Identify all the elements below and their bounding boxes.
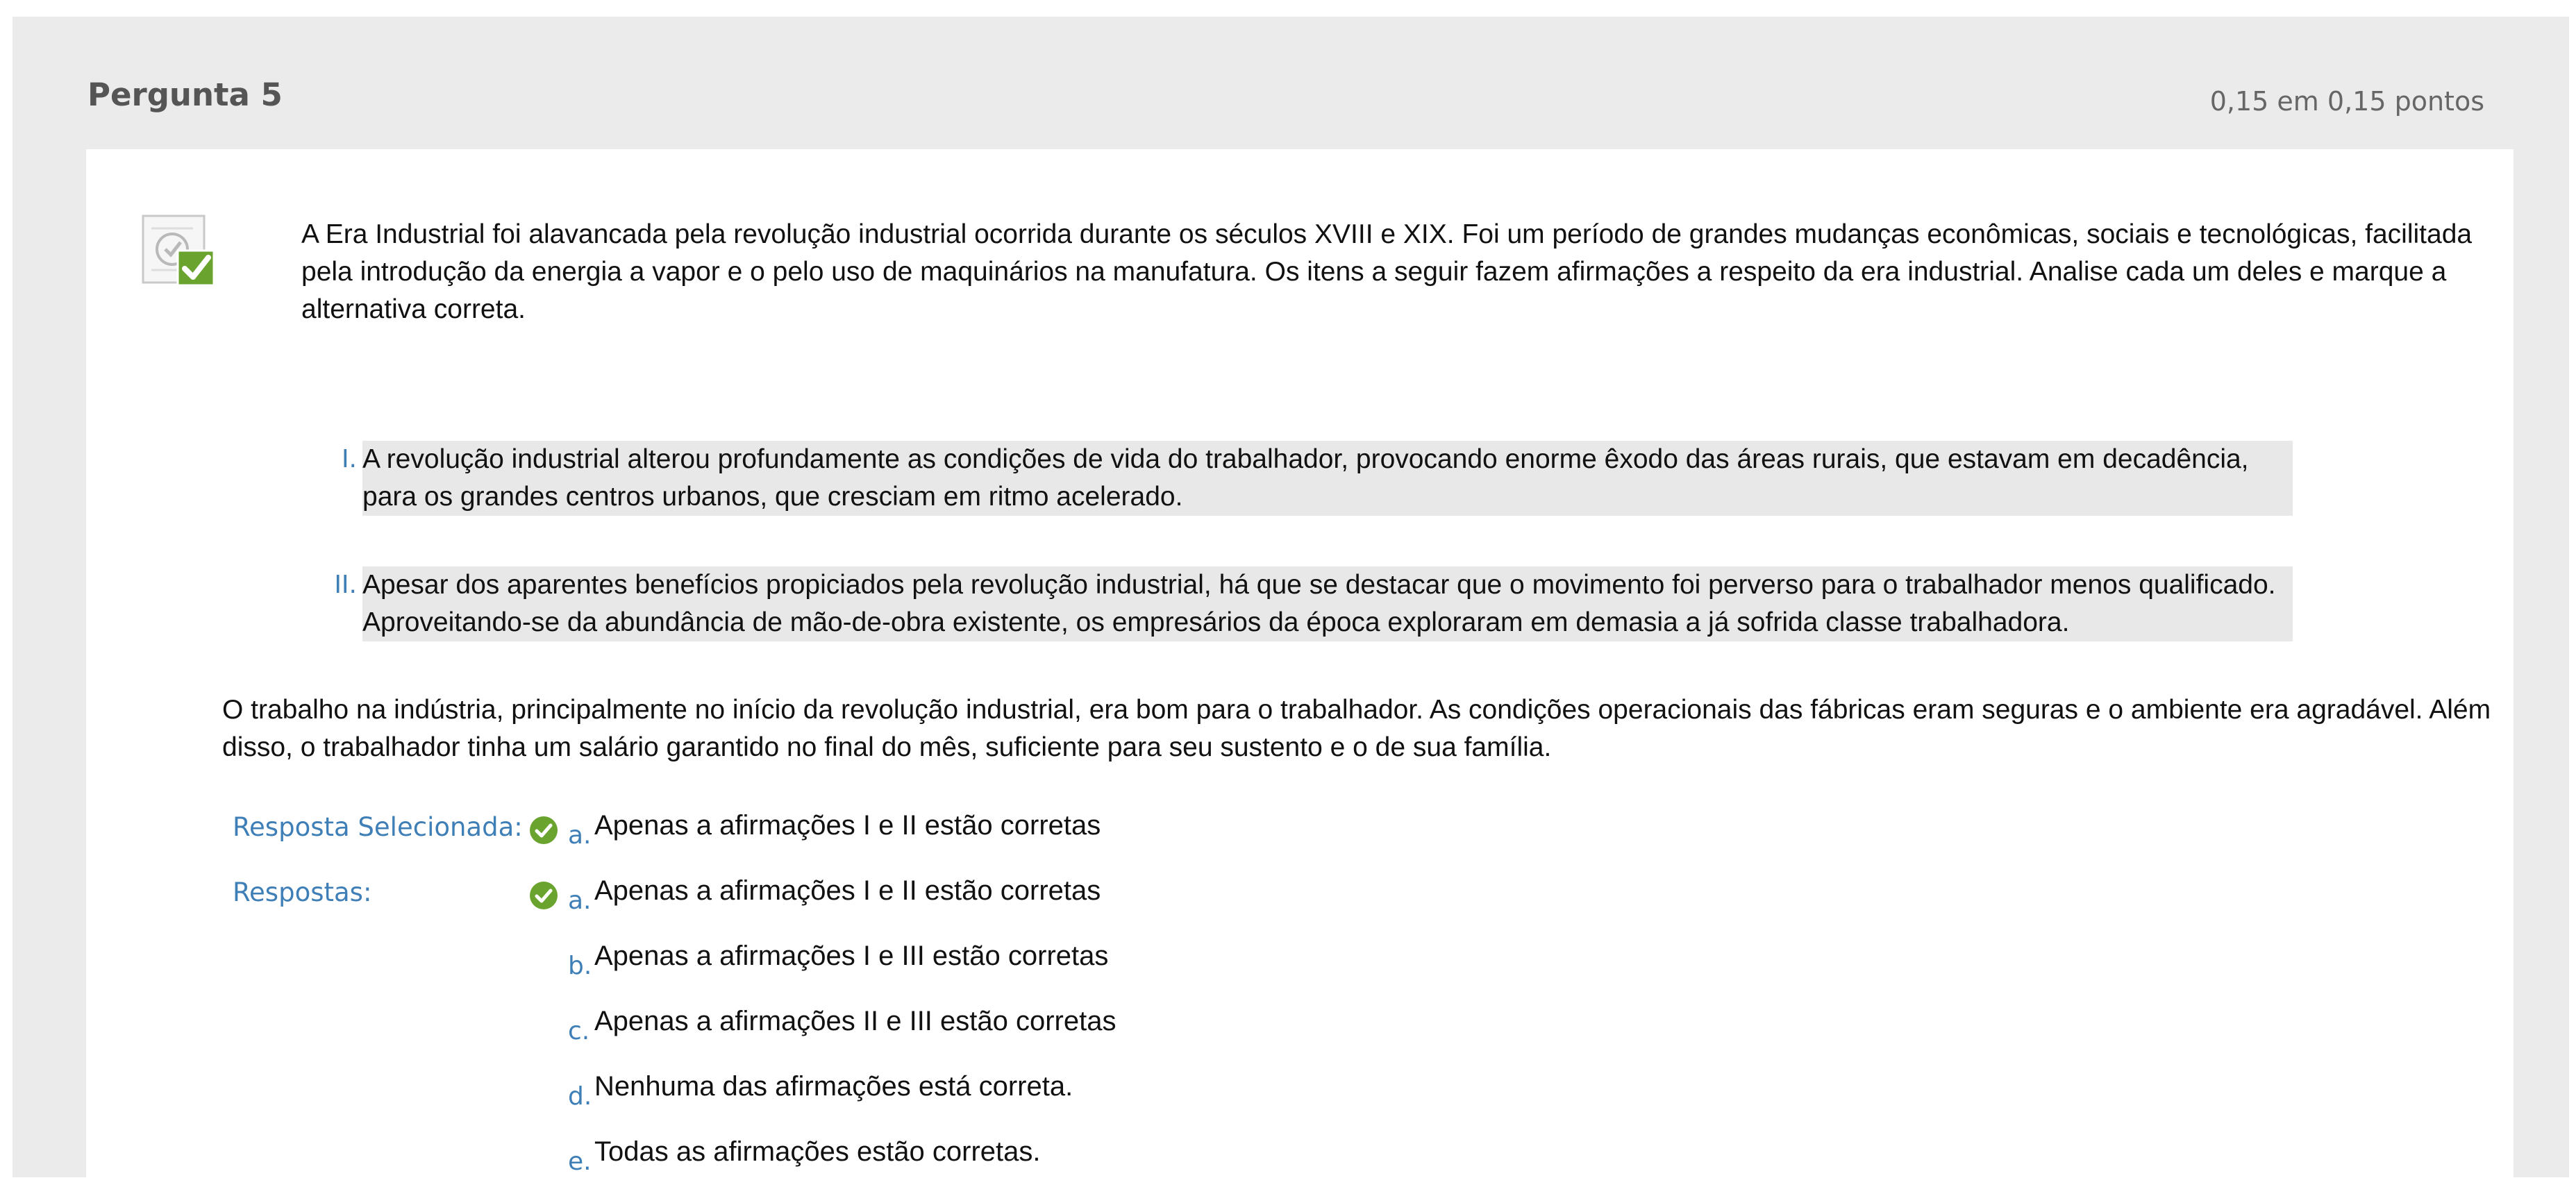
question-content-card <box>86 149 2514 1177</box>
statement-text: A revolução industrial alterou profundamente as condições de vida do trabalhador, provocando enorme êxodo das áreas rurais, que estavam em decadência, para os grandes centros urbanos, que cresciam em ritmo acelerado. <box>362 441 2293 516</box>
answer-letter: a. <box>568 821 592 850</box>
answer-letter: c. <box>568 1017 590 1045</box>
answer-text: Nenhuma das afirmações está correta. <box>594 1071 1073 1102</box>
answer-letter: a. <box>568 886 592 915</box>
statement-item <box>328 441 2291 516</box>
correct-check-icon <box>529 881 558 910</box>
question-title: Pergunta 5 <box>87 76 283 113</box>
answer-letter: d. <box>568 1082 592 1111</box>
answer-letter: e. <box>568 1147 592 1176</box>
correct-check-icon <box>529 816 558 845</box>
statement-numeral: II. <box>334 571 357 599</box>
answer-letter: b. <box>568 952 592 980</box>
question-intro: A Era Industrial foi alavancada pela revolução industrial ocorrida durante os séculos XVIII e XIX. Foi um período de grandes mudanças econômicas, sociais e tecnológicas, facilitada pela introdução da energia a vapor e o pelo uso de maquinários na manufatura. Os itens a seguir fazem afirmações a respeito da era industrial. Analise cada um deles e marque a alternativa correta. <box>301 219 2473 324</box>
answer-text: Apenas a afirmações I e III estão corretas <box>594 941 1109 971</box>
selected-answer-label: Resposta Selecionada: <box>233 812 523 842</box>
answer-text: Apenas a afirmações I e II estão corretas <box>594 810 1101 841</box>
answer-text: Apenas a afirmações I e II estão corretas <box>594 875 1101 906</box>
graded-correct-icon <box>142 212 215 287</box>
answer-text: Apenas a afirmações II e III estão corretas <box>594 1006 1116 1036</box>
statement-numeral: I. <box>341 445 357 473</box>
answers-label: Respostas: <box>233 877 372 907</box>
question-panel <box>12 17 2569 1177</box>
third-statement: O trabalho na indústria, principalmente no início da revolução industrial, era bom para o trabalhador. As condições operacionais das fábricas eram seguras e o ambiente era agradável. Além disso, o trabalhador tinha um salário garantido no final do mês, suficiente para seu sustento e o de sua família. <box>222 695 2491 762</box>
statement-item <box>328 566 2291 641</box>
question-points: 0,15 em 0,15 pontos <box>2209 86 2484 117</box>
answer-text: Todas as afirmações estão corretas. <box>594 1136 1041 1167</box>
statement-text: Apesar dos aparentes benefícios propiciados pela revolução industrial, há que se destacar que o movimento foi perverso para o trabalhador menos qualificado. Aproveitando-se da abundância de mão-de-obra existente, os empresários da época exploraram em demasia a já sofrida classe trabalhadora. <box>362 566 2293 641</box>
